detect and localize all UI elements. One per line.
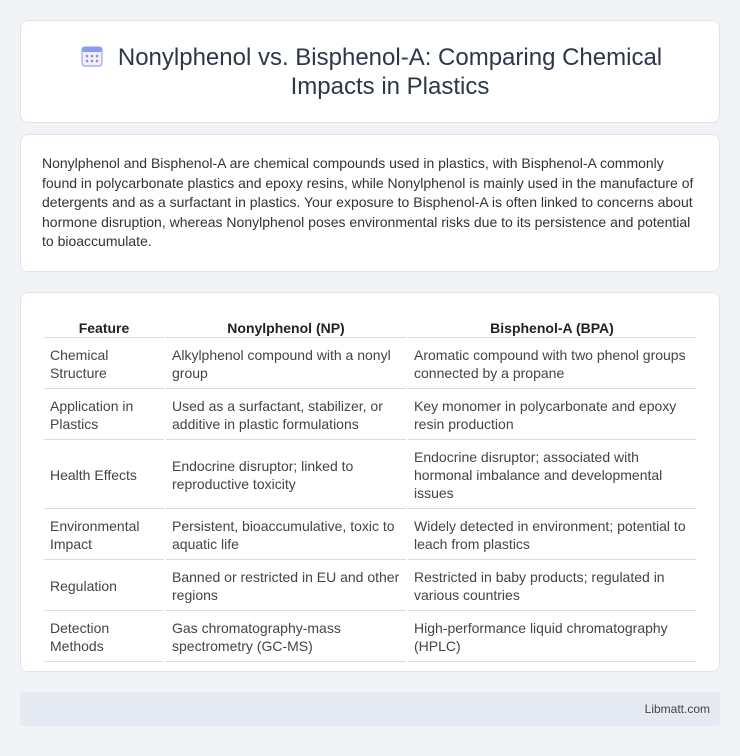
footer-bar: [20, 692, 720, 726]
row-feature: Chemical Structure: [44, 340, 164, 389]
table-header-row: [44, 317, 696, 338]
header-nonylphenol: Nonylphenol (NP): [166, 317, 406, 338]
row-np-value: Gas chromatography-mass spectrometry (GC-MS): [166, 613, 406, 662]
row-feature: Environmental Impact: [44, 511, 164, 560]
comparison-table: [42, 315, 698, 664]
row-np-value: Alkylphenol compound with a nonyl group: [166, 340, 406, 389]
table-row: [44, 613, 696, 662]
row-bpa-value: High-performance liquid chromatography (HPLC): [408, 613, 696, 662]
page-title: Nonylphenol vs. Bisphenol-A: Comparing Chemical Impacts in Plastics: [117, 44, 663, 100]
comparison-card: [20, 292, 720, 672]
row-bpa-value: Aromatic compound with two phenol groups connected by a propane: [408, 340, 696, 389]
intro-paragraph: Nonylphenol and Bisphenol-A are chemical compounds used in plastics, with Bisphenol-A commonly found in polycarbonate plastics and epoxy resins, while Nonylphenol is mainly used in the manufacture of detergents and as a surfactant in plastics. Your exposure to Bisphenol-A is often linked to concerns about hormone disruption, whereas Nonylphenol poses environmental risks due to its persistence and potential to bioaccumulate.: [42, 155, 694, 250]
row-np-value: Used as a surfactant, stabilizer, or additive in plastic formulations: [166, 391, 406, 440]
row-feature: Detection Methods: [44, 613, 164, 662]
header-feature: Feature: [44, 317, 164, 338]
title-card: [20, 20, 720, 123]
intro-card: [20, 134, 720, 272]
row-feature: Application in Plastics: [44, 391, 164, 440]
row-bpa-value: Key monomer in polycarbonate and epoxy resin production: [408, 391, 696, 440]
table-row: [44, 562, 696, 611]
row-np-value: Endocrine disruptor; linked to reproductive toxicity: [166, 442, 406, 509]
row-bpa-value: Widely detected in environment; potential to leach from plastics: [408, 511, 696, 560]
table-row: [44, 511, 696, 560]
row-bpa-value: Restricted in baby products; regulated in various countries: [408, 562, 696, 611]
row-bpa-value: Endocrine disruptor; associated with hormonal imbalance and developmental issues: [408, 442, 696, 509]
footer-site-name: Libmatt.com: [644, 702, 710, 716]
table-row: [44, 442, 696, 509]
row-feature: Health Effects: [44, 442, 164, 509]
row-feature: Regulation: [44, 562, 164, 611]
table-row: [44, 391, 696, 440]
row-np-value: Banned or restricted in EU and other regions: [166, 562, 406, 611]
row-np-value: Persistent, bioaccumulative, toxic to aquatic life: [166, 511, 406, 560]
table-row: [44, 340, 696, 389]
header-bisphenol-a: Bisphenol-A (BPA): [408, 317, 696, 338]
